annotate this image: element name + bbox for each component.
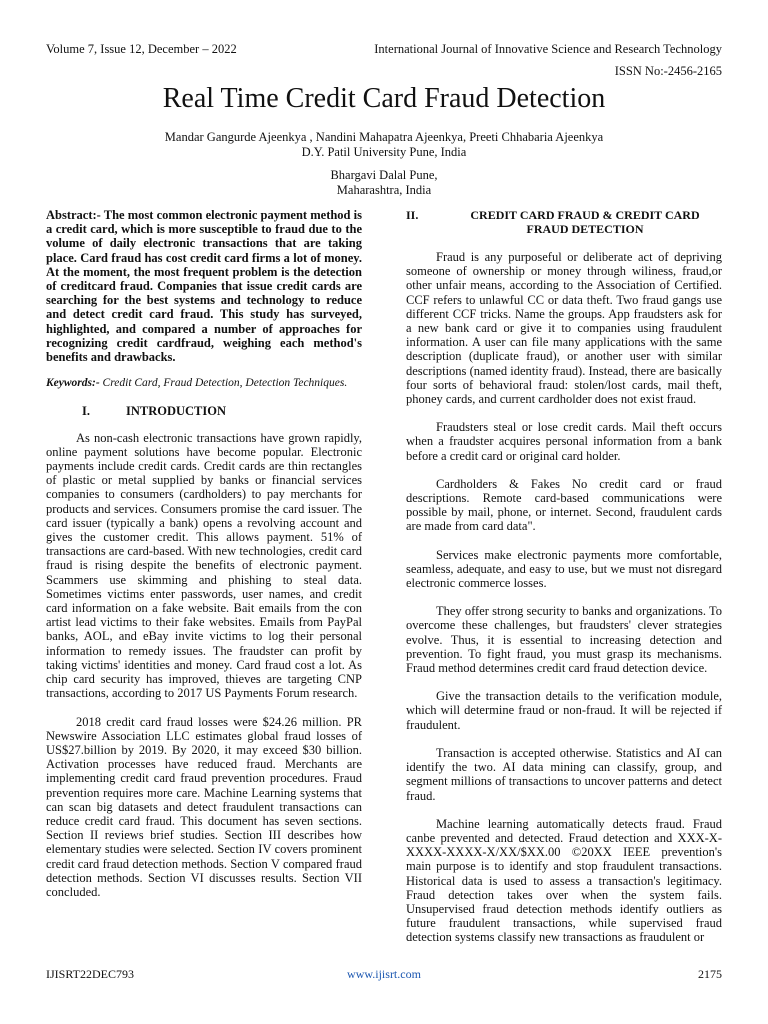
paragraph: 2018 credit card fraud losses were $24.26 million. PR Newswire Association LLC estimates global fraud losses of US$27.billion by 2019. By 2020, it may exceed $30 billion. Activation processes have reduced fraud. Merchants are implementing credit card fraud prevention procedures. Fraud prevention requires more care. Machine Learning systems that can scan big datasets and detect fraudulent transactions can reduce credit card fraud. This document has seven sections. Section II reviews brief studies. Section III describes how elementary studies were selected. Section IV covers prominent credit card fraud detection methods. Section V compared fraud detection methods. Section VI discusses results. Section VII concluded.	[46, 714, 362, 899]
keywords-value: Credit Card, Fraud Detection, Detection Techniques.	[102, 377, 348, 390]
right-column	[406, 208, 722, 945]
paper-title: Real Time Credit Card Fraud Detection	[162, 83, 606, 114]
paragraph: Services make electronic payments more comfortable, seamless, adequate, and easy to use, but we must not disregard electronic commerce losses.	[406, 547, 722, 591]
author-affiliation: D.Y. Patil University Pune, India	[301, 145, 467, 159]
website-link[interactable]: www.ijisrt.com	[347, 967, 421, 981]
section-heading-1	[46, 404, 362, 418]
keywords-label: Keywords:-	[46, 377, 100, 390]
author-names: Mandar Gangurde Ajeenkya , Nandini Mahapatra Ajeenkya, Preeti Chhabaria Ajeenkya	[164, 130, 604, 144]
volume-info: Volume 7, Issue 12, December – 2022	[46, 42, 237, 56]
paragraph: Machine learning automatically detects fraud. Fraud canbe prevented and detected. Fraud detection and XXX-X-XXXX-XXXX-X/XX/$XX.00 ©20XX IEEE prevention's main purpose is to identify and stop fraudulent transactions. Historical data is used to assess a transaction's legitimacy. Fraud detection takes over when the system fails. Unsupervised fraud detection methods identify outliers as future fraudulent transactions, while supervised fraud detection systems classify new transactions as fraudulent or	[406, 816, 722, 945]
paragraph: They offer strong security to banks and organizations. To overcome these challenges, but fraudsters' clever strategies evolve. Thus, it is essential to increasing detection and prevention. To fight fraud, you must grasp its mechanisms. Fraud method determines credit card fraud detection device.	[406, 604, 722, 676]
journal-name: International Journal of Innovative Science and Research Technology	[374, 42, 722, 56]
section-title: CREDIT CARD FRAUD & CREDIT CARD FRAUD DETECTION	[470, 208, 700, 236]
section-number: II.	[406, 208, 419, 222]
website-footer	[0, 967, 768, 982]
paragraph: Fraud is any purposeful or deliberate act of depriving someone of ownership or money through wiliness, fraud,or other unfair means, according to the Association of Certified. CCF refers to unlawful CC or data theft. Two fraud gangs use different CCF tricks. Name the groups. App fraudsters ask for a new bank card or give it to companies using fraudulent information. A user can file many applications with the same description (duplicate fraud), or another user with similar descriptions (named identity fraud). Instead, there are basically four sorts of behavioral fraud: stolen/lost cards, mail theft, phoney cards, and current cardholder does not exist fraud.	[406, 250, 722, 407]
page-number: 2175	[698, 967, 722, 981]
section-heading-2	[406, 208, 722, 236]
paragraph: Transaction is accepted otherwise. Statistics and AI can identify the two. AI data mining can classify, group, and segment millions of transactions to uncover patterns and detect fraud.	[406, 745, 722, 803]
issn: ISSN No:-2456-2165	[614, 64, 722, 78]
abstract: Abstract:- The most common electronic payment method is a credit card, which is more susceptible to fraud due to the volume of daily electronic transactions that are taking place. Card fraud has cost credit card firms a lot of money. At the moment, the most frequent problem is the detection of creditcard fraud. Companies that issue credit cards are searching for the best systems and technology to reduce and detect credit card fraud. This study has surveyed, highlighted, and compared a number of approaches for recognizing credit cardfraud, weighing each method's benefits and drawbacks.	[46, 208, 362, 365]
section-title: INTRODUCTION	[126, 404, 227, 419]
author-block-1	[0, 130, 768, 160]
left-column	[46, 208, 362, 913]
keywords	[46, 376, 362, 390]
section-number: I.	[82, 404, 90, 419]
paragraph: Fraudsters steal or lose credit cards. Mail theft occurs when a fraudster acquires personal information from a bank before a credit card or original card holder.	[406, 420, 722, 463]
author-name-2: Bhargavi Dalal Pune,	[330, 168, 438, 182]
paragraph: Give the transaction details to the verification module, which will determine fraud or non-fraud. It will be rejected if fraudulent.	[406, 689, 722, 732]
paragraph: As non-cash electronic transactions have grown rapidly, online payment solutions have become popular. Electronic payments include credit cards. Credit cards are thin rectangles of plastic or metal supplied by banks or financial services companies to consumers (cardholders) to pay merchants for products and services. Consumers promise the card issuer. The card issuer (typically a bank) opens a revolving account and gives the customer credit. This allows payment. 51% of transactions are card-based. With new technologies, credit card fraud is rising despite the benefits of electronic payment. Scammers use skimming and phishing to steal data. Sometimes victims enter passwords, user names, and credit card information on a fake website. Bait emails from the con artist lead victims to their fake websites. Emails from PayPal banks, AOL, and eBay invite victims to log their personal information to remedy issues. The fraudster can profit by taking victims' identities and money. Card fraud cost a lot. As chip card security has improved, thieves are targeting CNP transactions, according to 2017 US Payments Forum research.	[46, 430, 362, 701]
paper-id: IJISRT22DEC793	[46, 967, 134, 981]
author-block-2	[0, 168, 768, 198]
author-location-2: Maharashtra, India	[336, 183, 432, 197]
paragraph: Cardholders & Fakes No credit card or fraud descriptions. Remote card-based communications were possible by mail, phone, or internet. Second, fraudulent cards are made from card data".	[406, 476, 722, 534]
